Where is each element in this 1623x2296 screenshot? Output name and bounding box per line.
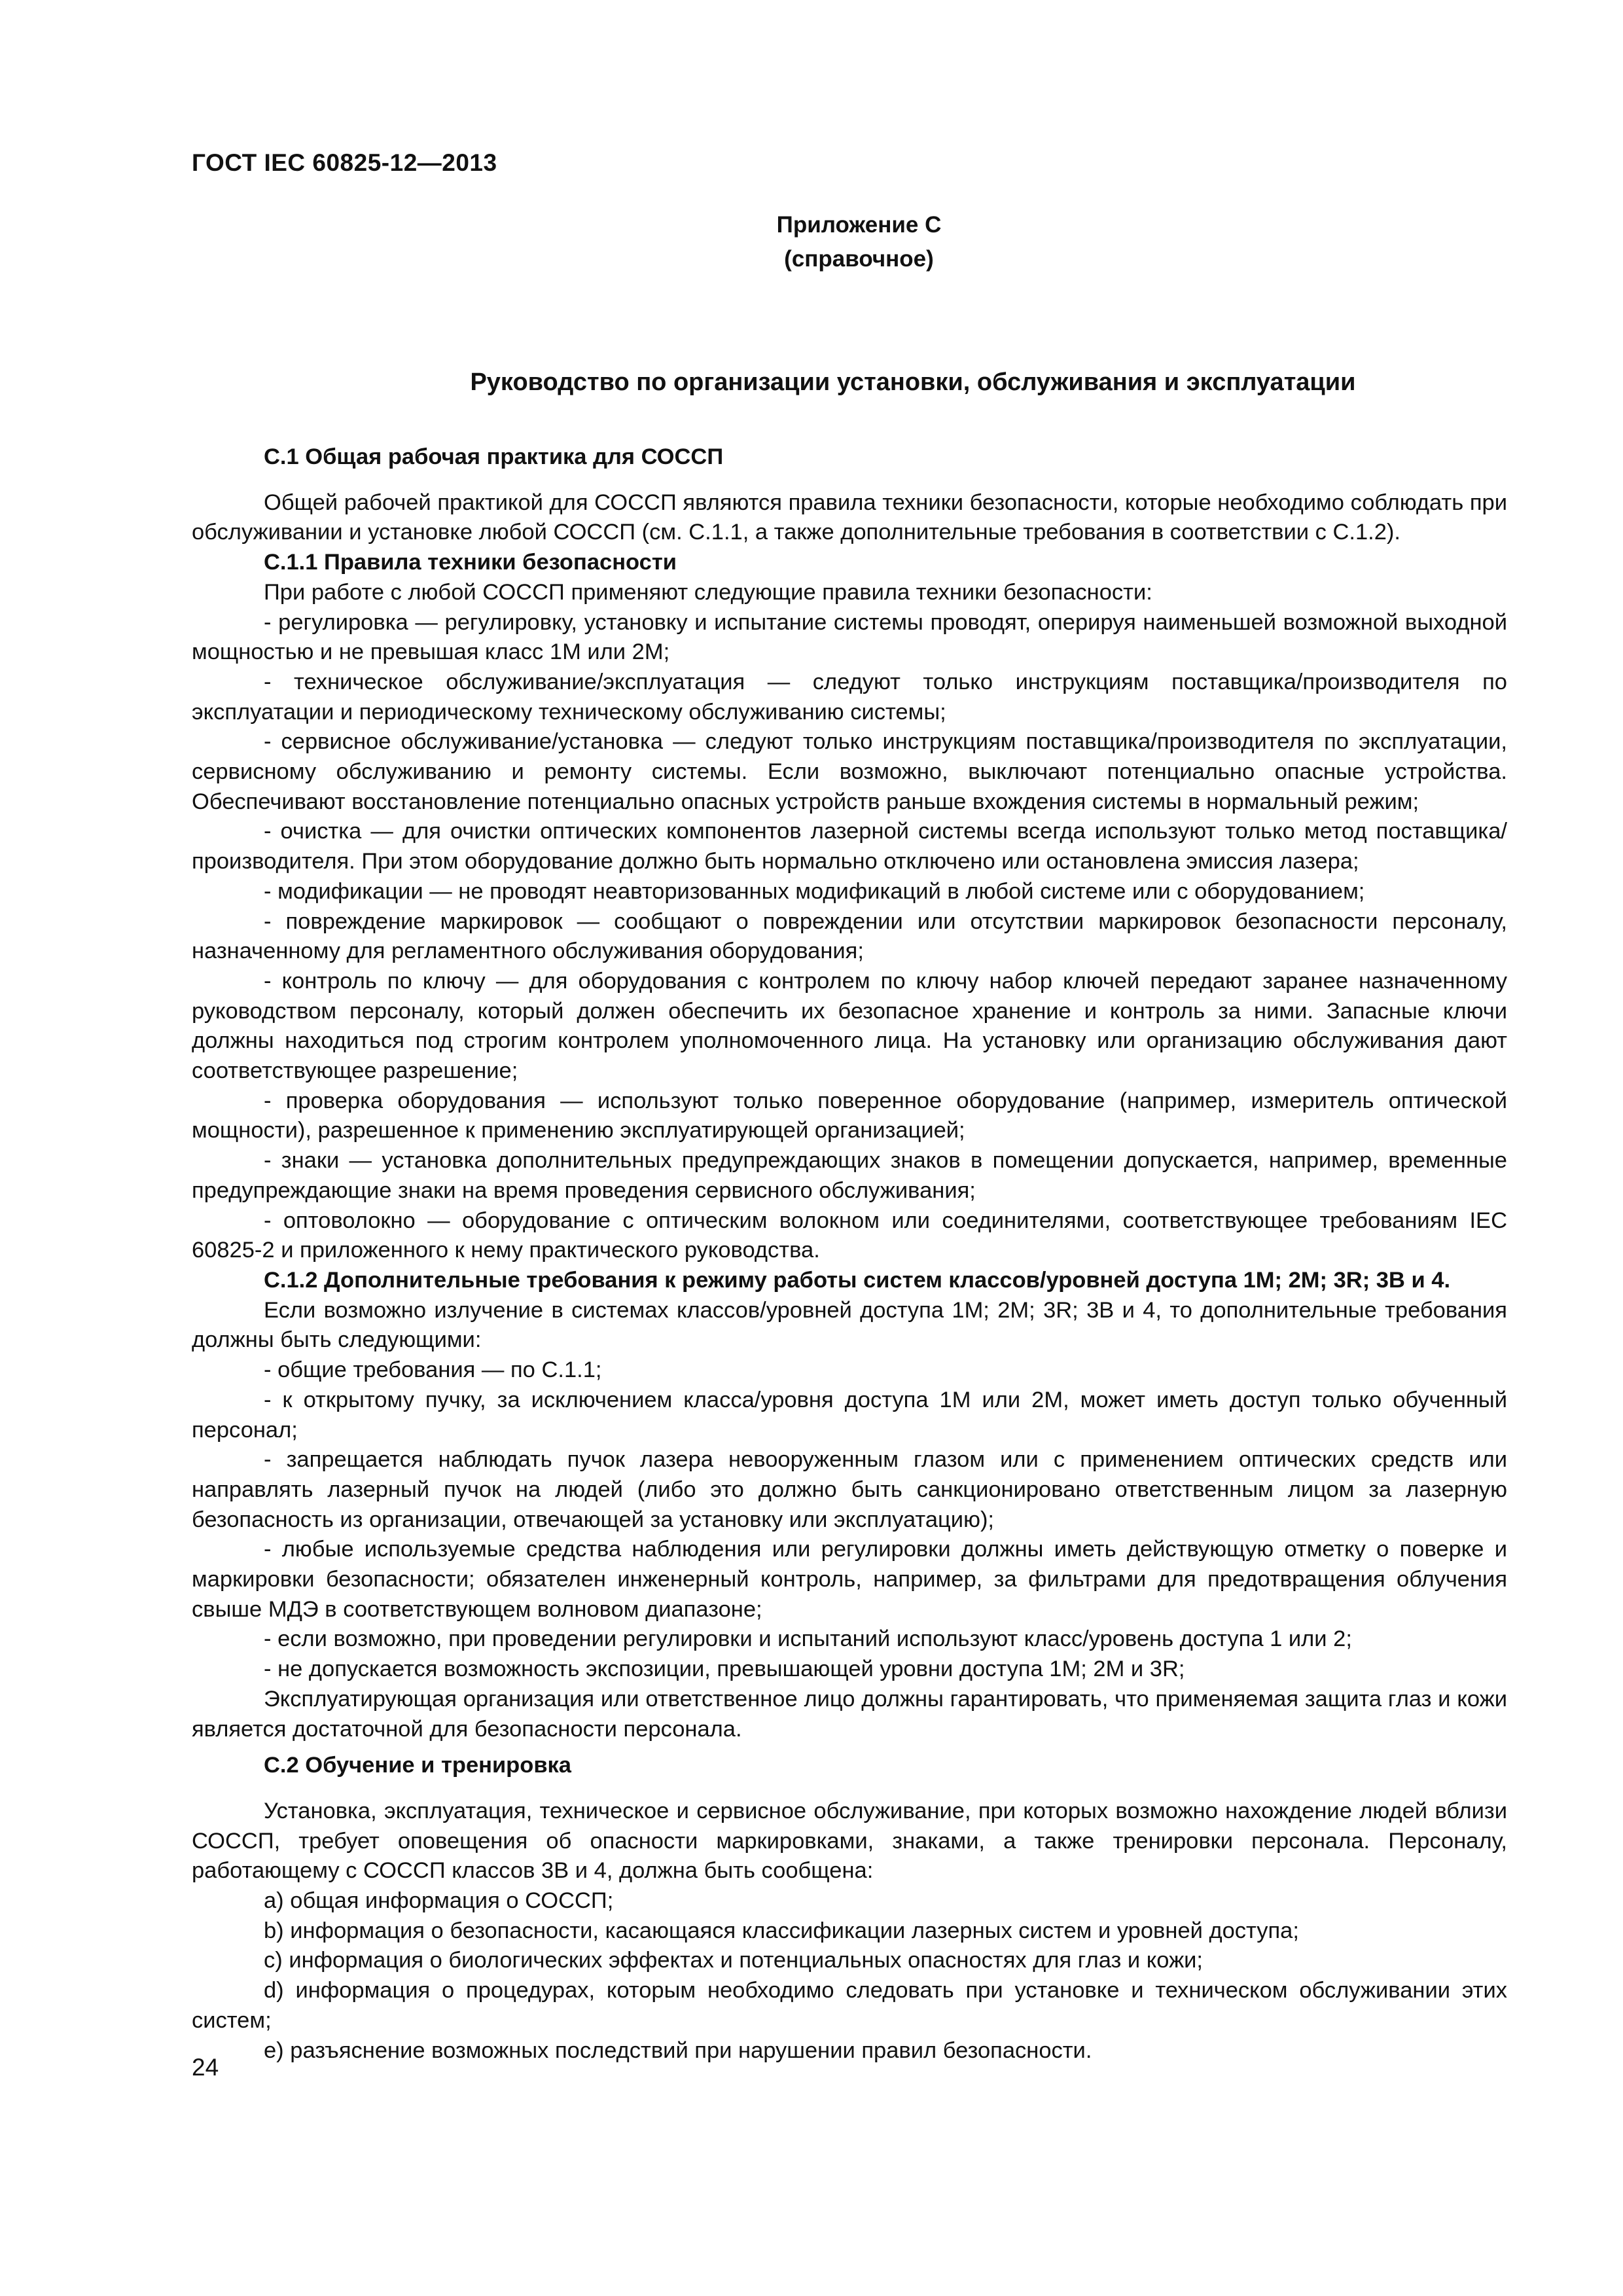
section-c12-closing: Эксплуатирующая организация или ответственное лицо должны гарантировать, что применяемая защита глаз и кожи является достаточной для безопасности персонала. — [192, 1686, 1507, 1742]
list-item: - если возможно, при проведении регулировки и испытаний используют класс/уровень доступа 1 или 2; — [264, 1626, 1352, 1652]
appendix-heading — [0, 208, 1623, 276]
list-item: а) общая информация о СОССП; — [264, 1888, 614, 1914]
list-item: - очистка — для очистки оптических компонентов лазерной системы всегда используют только метод поставщика/производителя. При этом оборудование должно быть нормально отключено или остановлена эмиссия лазера; — [192, 819, 1507, 874]
list-item: с) информация о биологических эффектах и потенциальных опасностях для глаз и кожи; — [264, 1948, 1204, 1973]
list-item: b) информация о безопасности, касающаяся классификации лазерных систем и уровней доступа; — [264, 1918, 1299, 1943]
list-item: - техническое обслуживание/эксплуатация — следуют только инструкциям поставщика/производителя по эксплуатации и периодическому техническому обслуживанию системы; — [192, 669, 1507, 725]
section-c11-intro: При работе с любой СОССП применяют следующие правила техники безопасности: — [264, 579, 1152, 605]
list-item: - модификации — не проводят неавторизованных модификаций в любой системе или с оборудованием; — [264, 878, 1365, 904]
list-item: - любые используемые средства наблюдения или регулировки должны иметь действующую отметку о поверке и маркировки безопасности; обязателен инженерный контроль, например, за фильтрами для предотвращения облучения свыше МДЭ в соответствующем волновом диапазоне; — [192, 1537, 1507, 1622]
section-c12-heading: С.1.2 Дополнительные требования к режиму работы систем классов/уровней доступа 1М; 2М; 3R; 3В и 4. — [264, 1267, 1451, 1293]
section-c2-intro: Установка, эксплуатация, техническое и сервисное обслуживание, при которых возможно нахождение людей вблизи СОССП, требует оповещения об опасности маркировками, знаками, а также тренировки персонала. Персоналу, работающему с СОССП классов 3В и 4, должна быть сообщена: — [192, 1798, 1507, 1884]
section-c1-heading: С.1 Общая рабочая практика для СОССП — [264, 444, 724, 469]
list-item: - общие требования — по С.1.1; — [264, 1357, 602, 1383]
list-item: - контроль по ключу — для оборудования с контролем по ключу набор ключей передают заранее назначенному руководством персоналу, который должен обеспечить их безопасное хранение и контроль за ними. Запасные ключи должны находиться под строгим контролем уполномоченного лица. На установку или организацию обслуживания дают соответствующее разрешение; — [192, 968, 1507, 1084]
list-item: - проверка оборудования — используют только поверенное оборудование (например, измеритель оптической мощности), разрешенное к применению эксплуатирующей организацией; — [192, 1088, 1507, 1143]
list-item: d) информация о процедурах, которым необходимо следовать при установке и техническом обслуживании этих систем; — [192, 1978, 1507, 2033]
page-title: Руководство по организации установки, обслуживания и эксплуатации — [470, 368, 1356, 396]
section-c12-intro: Если возможно излучение в системах классов/уровней доступа 1М; 2М; 3R; 3В и 4, то дополнительные требования должны быть следующими: — [192, 1297, 1507, 1353]
list-item: е) разъяснение возможных последствий при нарушении правил безопасности. — [264, 2037, 1092, 2063]
appendix-type: (справочное) — [784, 246, 934, 272]
list-item: - сервисное обслуживание/установка — следуют только инструкциям поставщика/производителя по эксплуатации, сервисному обслуживанию и ремонту системы. Если возможно, выключают потенциально опасные устройства. Обеспечивают восстановление потенциально опасных устройств раньше вхождения системы в нормальный режим; — [192, 729, 1507, 814]
section-c2-heading: С.2 Обучение и тренировка — [264, 1753, 571, 1778]
document-body — [192, 442, 1507, 2066]
page-number: 24 — [192, 2054, 219, 2081]
list-item: - повреждение маркировок — сообщают о повреждении или отсутствии маркировок безопасности персоналу, назначенному для регламентного обслуживания оборудования; — [192, 908, 1507, 964]
section-c11-heading: С.1.1 Правила техники безопасности — [264, 550, 677, 575]
section-c1-intro: Общей рабочей практикой для СОССП являются правила техники безопасности, которые необходимо соблюдать при обслуживании и установке любой СОССП (см. С.1.1, а также дополнительные требования в соответствии с С.1.2). — [192, 490, 1507, 545]
document-code: ГОСТ IEC 60825-12—2013 — [192, 149, 497, 176]
appendix-label: Приложение С — [776, 212, 942, 238]
list-item: - к открытому пучку, за исключением класса/уровня доступа 1М или 2М, может иметь доступ только обученный персонал; — [192, 1387, 1507, 1443]
list-item: - не допускается возможность экспозиции, превышающей уровни доступа 1М; 2М и 3R; — [264, 1657, 1185, 1682]
list-item: - знаки — установка дополнительных предупреждающих знаков в помещении допускается, например, временные предупреждающие знаки на время проведения сервисного обслуживания; — [192, 1148, 1507, 1203]
list-item: - запрещается наблюдать пучок лазера невооруженным глазом или с применением оптических средств или направлять лазерный пучок на людей (либо это должно быть санкционировано ответственным лицом за лазерную безопасность из организации, отвечающей за установку или эксплуатацию); — [192, 1447, 1507, 1532]
list-item: - оптоволокно — оборудование с оптическим волокном или соединителями, соответствующее требованиям IEC 60825-2 и приложенного к нему практического руководства. — [192, 1208, 1507, 1263]
list-item: - регулировка — регулировку, установку и испытание системы проводят, оперируя наименьшей возможной выходной мощностью и не превышая класс 1М или 2М; — [192, 609, 1507, 665]
